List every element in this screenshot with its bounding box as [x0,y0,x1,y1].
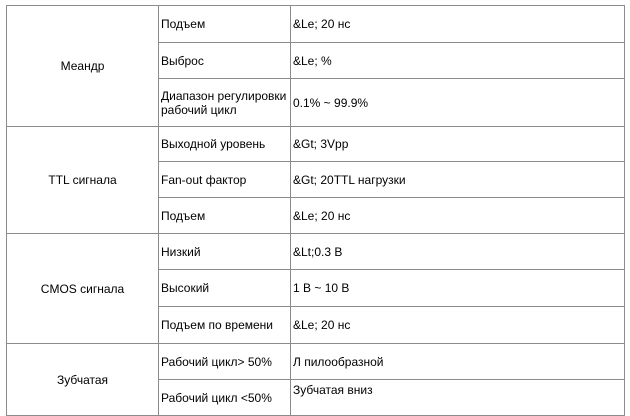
group-label: Меандр [7,6,159,127]
value-cell: &Le; 20 нс [291,6,625,43]
value-cell: Зубчатая вниз [291,380,625,416]
param-cell: Подъем [159,6,291,43]
param-cell: Диапазон регулировки рабочий цикл [159,79,291,127]
param-cell: Низкий [159,234,291,270]
table-row [7,127,625,162]
value-cell: &Le; 20 нс [291,307,625,344]
param-cell: Выброс [159,43,291,79]
param-cell: Выходной уровень [159,127,291,162]
group-label: CMOS сигнала [7,234,159,344]
value-cell: &Gt; 3Vpp [291,127,625,162]
param-cell: Высокий [159,270,291,307]
group-label: TTL сигнала [7,127,159,234]
table-row [7,344,625,380]
param-cell: Подъем [159,198,291,234]
group-label: Зубчатая [7,344,159,416]
param-cell: Подъем по времени [159,307,291,344]
value-cell: &Lt;0.3 В [291,234,625,270]
value-cell: &Le; 20 нс [291,198,625,234]
table-row [7,234,625,270]
value-cell: 0.1% ~ 99.9% [291,79,625,127]
value-cell: &Le; % [291,43,625,79]
param-cell: Рабочий цикл> 50% [159,344,291,380]
table-row [7,6,625,43]
param-cell: Рабочий цикл <50% [159,380,291,416]
spec-table [6,5,625,416]
param-cell: Fan-out фактор [159,162,291,198]
value-cell: Л пилообразной [291,344,625,380]
value-cell: &Gt; 20TTL нагрузки [291,162,625,198]
value-cell: 1 В ~ 10 В [291,270,625,307]
